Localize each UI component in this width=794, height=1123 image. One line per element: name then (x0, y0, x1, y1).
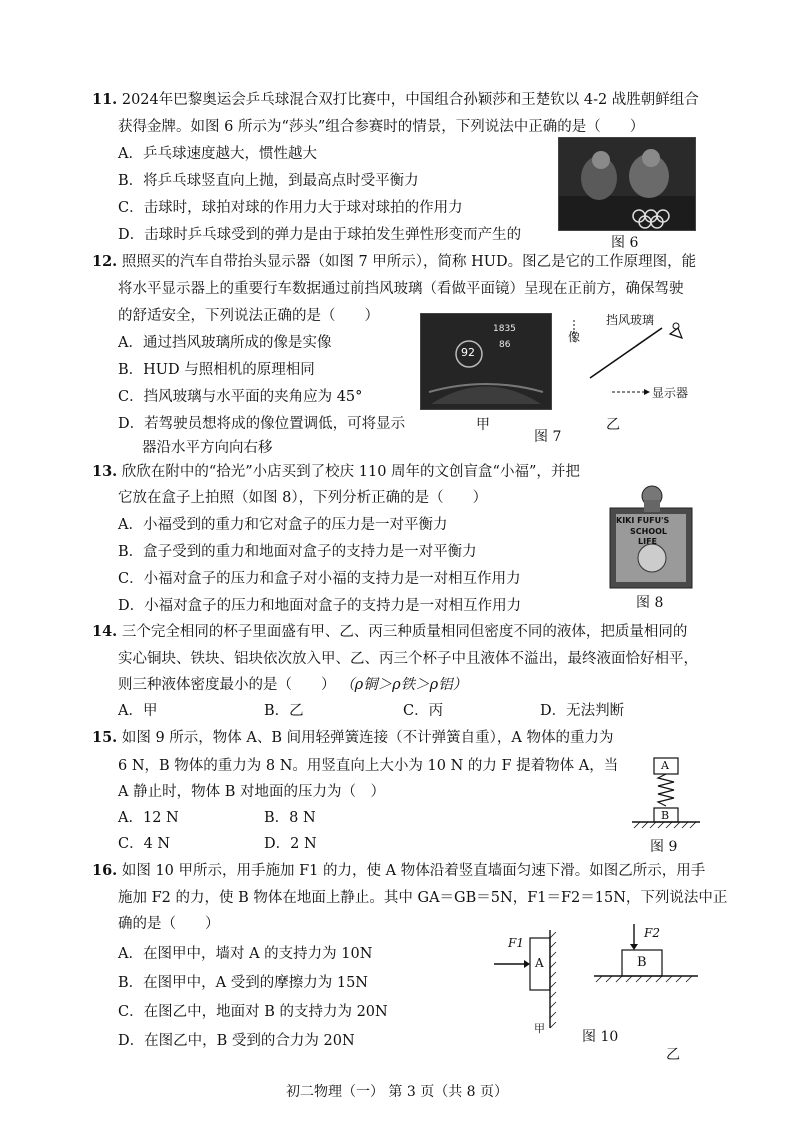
density-note: （ρ铜＞ρ铁＞ρ铝） (340, 677, 468, 693)
q16-stem-line1: 16. 如图 10 甲所示，用手施加 F1 的力，使 A 物体沿着竖直墙面匀速下滑。如图乙所示，用手 (92, 862, 706, 879)
block-a-label: A (535, 956, 544, 970)
block-b-label: B (661, 809, 670, 822)
table-tennis-photo-icon (559, 138, 695, 230)
q16-number: 16. (92, 862, 118, 879)
q16-option-d: D．在图乙中，B 受到的合力为 20N (118, 1033, 355, 1049)
q15-option-d: D．2 N (264, 836, 317, 852)
q14-stem-line1: 14. 三个完全相同的杯子里面盛有甲、乙、丙三种质量相同但密度不同的液体，把质量相同的 (92, 623, 688, 640)
figure-8-caption: 图 8 (636, 595, 664, 611)
q15-option-c: C．4 N (118, 836, 171, 852)
block-b-label: B (637, 955, 647, 970)
page-footer: 初二物理（一） 第 3 页（共 8 页） (285, 1084, 509, 1100)
image-label: 像 (568, 330, 581, 344)
q13-stem-line2: 它放在盒子上拍照（如图 8），下列分析正确的是（ ） (118, 490, 488, 506)
q15-option-a: A．12 N (118, 810, 179, 826)
hud-speed-text: 92 (461, 346, 475, 359)
q16-option-b: B．在图甲中，A 受到的摩擦力为 15N (118, 975, 368, 991)
figure-9-diagram (630, 756, 702, 836)
q12-stem-line3: 的舒适安全，下列说法正确的是（ ） (118, 308, 379, 324)
figure-8-photo (606, 480, 696, 590)
q12-option-b: B．HUD 与照相机的原理相同 (118, 362, 315, 378)
q12-option-d: D．若驾驶员想将成的像位置调低，可将显示 (118, 416, 406, 432)
q13-stem-line1: 13. 欣欣在附中的“拾光”小店买到了校庆 110 周年的文创盲盒“小福”，并把 (92, 463, 580, 480)
q13-option-b: B．盒子受到的重力和地面对盒子的支持力是一对平衡力 (118, 544, 477, 560)
box-text-2: SCHOOL (630, 527, 668, 536)
q11-number: 11. (92, 91, 118, 108)
figure-7-caption: 图 7 (534, 429, 562, 445)
box-text-3: LIFE (638, 537, 658, 546)
q11-option-a: A．乒乓球速度越大，惯性越大 (118, 146, 317, 162)
q14-option-b: B．乙 (264, 703, 304, 719)
figure-6-photo (558, 137, 696, 231)
q13-option-d: D．小福对盒子的压力和地面对盒子的支持力是一对相互作用力 (118, 598, 522, 614)
box-text-1: KIKI FUFU'S (616, 516, 670, 525)
q12-option-c: C．挡风玻璃与水平面的夹角应为 45° (118, 389, 363, 405)
figure-7b-label: 乙 (606, 417, 620, 433)
q15-stem-line2: 6 N，B 物体的重力为 8 N。用竖直向上大小为 10 N 的力 F 提着物体 A，当 (118, 758, 619, 774)
hud-mid-text: 86 (499, 340, 511, 350)
q12-number: 12. (92, 253, 118, 270)
figure-7a-hud-photo (420, 313, 552, 410)
q12-option-d-cont: 器沿水平方向向右移 (142, 440, 273, 456)
q11-stem-line2: 获得金牌。如图 6 所示为“莎头”组合参赛时的情景，下列说法中正确的是（ ） (118, 119, 645, 135)
figure-9-caption: 图 9 (650, 839, 678, 855)
q12-option-a: A．通过挡风玻璃所成的像是实像 (118, 335, 332, 351)
hud-dashboard-icon (421, 314, 551, 409)
q11-option-d: D．击球时乒乓球受到的弹力是由于球拍发生弹性形变而产生的 (118, 227, 522, 243)
figure-10b-sub: 乙 (666, 1047, 680, 1063)
q16-option-a: A．在图甲中，墙对 A 的支持力为 10N (118, 946, 373, 962)
f2-label: F2 (644, 926, 660, 940)
figure-7b-diagram (560, 310, 720, 420)
figure-10a-diagram (490, 928, 580, 1038)
display-label: 显示器 (652, 386, 689, 400)
windshield-label: 挡风玻璃 (606, 313, 655, 327)
q14-number: 14. (92, 623, 118, 640)
q15-stem-line1: 15. 如图 9 所示，物体 A、B 间用轻弹簧连接（不计弹簧自重），A 物体的重力为 (92, 729, 614, 746)
q16-option-c: C．在图乙中，地面对 B 的支持力为 20N (118, 1004, 388, 1020)
q14-option-c: C．丙 (403, 703, 444, 719)
figure-10b-diagram (592, 920, 702, 1000)
q11-stem-line1: 11. 2024年巴黎奥运会乒乓球混合双打比赛中，中国组合孙颖莎和王楚钦以 4-2 战胜朝鲜组合 (92, 91, 699, 108)
q15-stem-line3: A 静止时，物体 B 对地面的压力为（ ） (118, 784, 385, 800)
q14-stem-line2: 实心铜块、铁块、铝块依次放入甲、乙、丙三个杯子中且液体不溢出，最终液面恰好相平， (118, 651, 698, 667)
q14-stem-line3: 则三种液体密度最小的是（ ） （ρ铜＞ρ铁＞ρ铝） (118, 677, 468, 693)
q14-option-a: A．甲 (118, 703, 158, 719)
q13-number: 13. (92, 463, 118, 480)
q15-option-b: B．8 N (264, 810, 316, 826)
q11-option-c: C．击球时，球拍对球的作用力大于球对球拍的作用力 (118, 200, 463, 216)
q13-option-c: C．小福对盒子的压力和盒子对小福的支持力是一对相互作用力 (118, 571, 521, 587)
block-a-label: A (661, 759, 669, 772)
figure-10a-sub: 甲 (534, 1022, 545, 1035)
figure-7a-label: 甲 (476, 417, 490, 433)
figure-10-caption: 图 10 (582, 1029, 619, 1045)
q15-number: 15. (92, 729, 118, 746)
hud-top-text: 1835 (493, 324, 516, 334)
q14-option-d: D．无法判断 (540, 703, 625, 719)
f1-label: F1 (508, 936, 524, 950)
q13-option-a: A．小福受到的重力和它对盒子的压力是一对平衡力 (118, 517, 448, 533)
q12-stem-line1: 12. 照照买的汽车自带抬头显示器（如图 7 甲所示），简称 HUD。图乙是它的工作原理图，能 (92, 253, 697, 270)
figure-6-caption: 图 6 (611, 235, 639, 251)
q11-option-b: B．将乒乓球竖直向上抛，到最高点时受平衡力 (118, 173, 419, 189)
q12-stem-line2: 将水平显示器上的重要行车数据通过前挡风玻璃（看做平面镜）呈现在正前方，确保驾驶 (118, 281, 684, 297)
q16-stem-line3: 确的是（ ） (118, 916, 220, 932)
q16-stem-line2: 施加 F2 的力，使 B 物体在地面上静止。其中 GA＝GB＝5N，F1＝F2＝15N，下列说法中正 (118, 890, 728, 906)
